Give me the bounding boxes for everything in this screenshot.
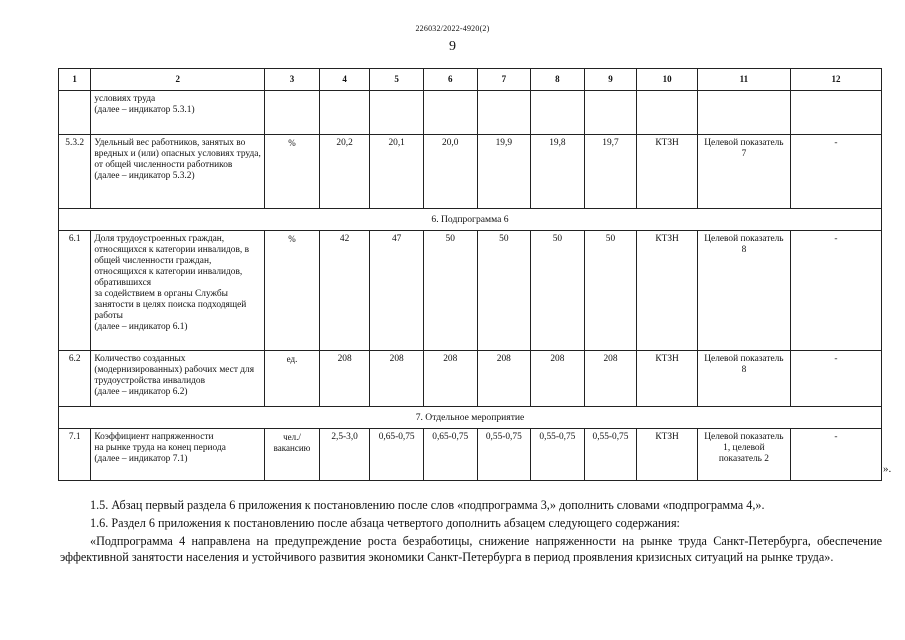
- page-number: 9: [449, 39, 456, 54]
- cell-note: -: [790, 135, 881, 209]
- cell-note: [790, 91, 881, 135]
- cell-y2: 47: [370, 231, 424, 351]
- table-row: [59, 351, 882, 407]
- paragraph-quote: «Подпрограмма 4 направлена на предупреждение роста безработицы, снижение напряженности на рынке труда Санкт-Петербурга, обеспечение эффективной занятости населения и устойчивого развития экономики Санкт-Петербурга в период проявления кризисных ситуаций на рынке труда».: [60, 534, 882, 564]
- column-header: 2: [91, 69, 265, 91]
- cell-y5: 19,8: [531, 135, 585, 209]
- cell-target-indicator: Целевой показатель 8: [697, 351, 790, 407]
- column-header: 8: [531, 69, 585, 91]
- cell-indicator-name: Коэффициент напряженности на рынке труда на конец периода (далее – индикатор 7.1): [91, 429, 265, 481]
- cell-y2: [370, 91, 424, 135]
- cell-no: 5.3.2: [59, 135, 91, 209]
- cell-y4: 50: [477, 231, 531, 351]
- section-row: [59, 407, 882, 429]
- cell-y1: 20,2: [319, 135, 370, 209]
- cell-y1: 42: [319, 231, 370, 351]
- cell-y3: 208: [423, 351, 477, 407]
- cell-executor: КТЗН: [637, 429, 698, 481]
- column-header: 5: [370, 69, 424, 91]
- cell-executor: КТЗН: [637, 231, 698, 351]
- paragraph-1-6: 1.6. Раздел 6 приложения к постановлению после абзаца четвертого дополнить абзацем следующего содержания:: [90, 516, 680, 530]
- section-title: 7. Отдельное мероприятие: [59, 407, 882, 429]
- cell-note: -: [790, 429, 881, 481]
- table-row: [59, 135, 882, 209]
- cell-y4: 19,9: [477, 135, 531, 209]
- column-header: 11: [697, 69, 790, 91]
- column-header: 4: [319, 69, 370, 91]
- indicators-table: [58, 68, 882, 481]
- cell-y4: 0,55-0,75: [477, 429, 531, 481]
- cell-y6: [584, 91, 637, 135]
- table-row: [59, 429, 882, 481]
- cell-target-indicator: Целевой показатель 7: [697, 135, 790, 209]
- table-row: [59, 231, 882, 351]
- cell-y2: 20,1: [370, 135, 424, 209]
- table-row: [59, 91, 882, 135]
- cell-indicator-name: Удельный вес работников, занятых во вредных и (или) опасных условиях труда, от общей численности работников (далее – индикатор 5.3.2): [91, 135, 265, 209]
- column-header: 1: [59, 69, 91, 91]
- column-header: 12: [790, 69, 881, 91]
- cell-y6: 208: [584, 351, 637, 407]
- document-id: 226032/2022-4920(2): [415, 24, 490, 33]
- section-row: [59, 209, 882, 231]
- column-header: 6: [423, 69, 477, 91]
- cell-unit: ед.: [265, 351, 320, 407]
- cell-y5: 50: [531, 231, 585, 351]
- cell-y5: 0,55-0,75: [531, 429, 585, 481]
- cell-y1: 2,5-3,0: [319, 429, 370, 481]
- cell-y4: [477, 91, 531, 135]
- table-header-row: [59, 69, 882, 91]
- cell-y3: 20,0: [423, 135, 477, 209]
- cell-y2: 208: [370, 351, 424, 407]
- column-header: 10: [637, 69, 698, 91]
- cell-no: 6.1: [59, 231, 91, 351]
- cell-y5: 208: [531, 351, 585, 407]
- cell-executor: КТЗН: [637, 351, 698, 407]
- cell-y3: [423, 91, 477, 135]
- cell-unit: [265, 91, 320, 135]
- cell-y4: 208: [477, 351, 531, 407]
- section-title: 6. Подпрограмма 6: [59, 209, 882, 231]
- cell-no: 6.2: [59, 351, 91, 407]
- cell-unit: чел./ вакансию: [265, 429, 320, 481]
- cell-target-indicator: [697, 91, 790, 135]
- cell-note: -: [790, 351, 881, 407]
- cell-y1: 208: [319, 351, 370, 407]
- cell-target-indicator: Целевой показатель 1, целевой показатель 2: [697, 429, 790, 481]
- cell-unit: %: [265, 231, 320, 351]
- cell-y3: 50: [423, 231, 477, 351]
- cell-y6: 50: [584, 231, 637, 351]
- cell-executor: КТЗН: [637, 135, 698, 209]
- cell-y6: 0,55-0,75: [584, 429, 637, 481]
- cell-executor: [637, 91, 698, 135]
- cell-indicator-name: Количество созданных (модернизированных) рабочих мест для трудоустройства инвалидов (далее – индикатор 6.2): [91, 351, 265, 407]
- cell-y6: 19,7: [584, 135, 637, 209]
- cell-no: 7.1: [59, 429, 91, 481]
- column-header: 9: [584, 69, 637, 91]
- cell-target-indicator: Целевой показатель 8: [697, 231, 790, 351]
- cell-indicator-name: Доля трудоустроенных граждан, относящихся к категории инвалидов, в общей численности граждан, относящихся к категории инвалидов, обратившихся за содействием в органы Службы занятости в целях поиска подходящей работы (далее – индикатор 6.1): [91, 231, 265, 351]
- cell-y3: 0,65-0,75: [423, 429, 477, 481]
- cell-indicator-name: условиях труда (далее – индикатор 5.3.1): [91, 91, 265, 135]
- cell-no: [59, 91, 91, 135]
- paragraph-1-5: 1.5. Абзац первый раздела 6 приложения к постановлению после слов «подпрограмма 3,» дополнить словами «подпрограмма 4,».: [90, 498, 765, 512]
- cell-unit: %: [265, 135, 320, 209]
- cell-y5: [531, 91, 585, 135]
- cell-y1: [319, 91, 370, 135]
- column-header: 7: [477, 69, 531, 91]
- cell-y2: 0,65-0,75: [370, 429, 424, 481]
- column-header: 3: [265, 69, 320, 91]
- cell-note: -: [790, 231, 881, 351]
- closing-quote-mark: ».: [883, 463, 892, 475]
